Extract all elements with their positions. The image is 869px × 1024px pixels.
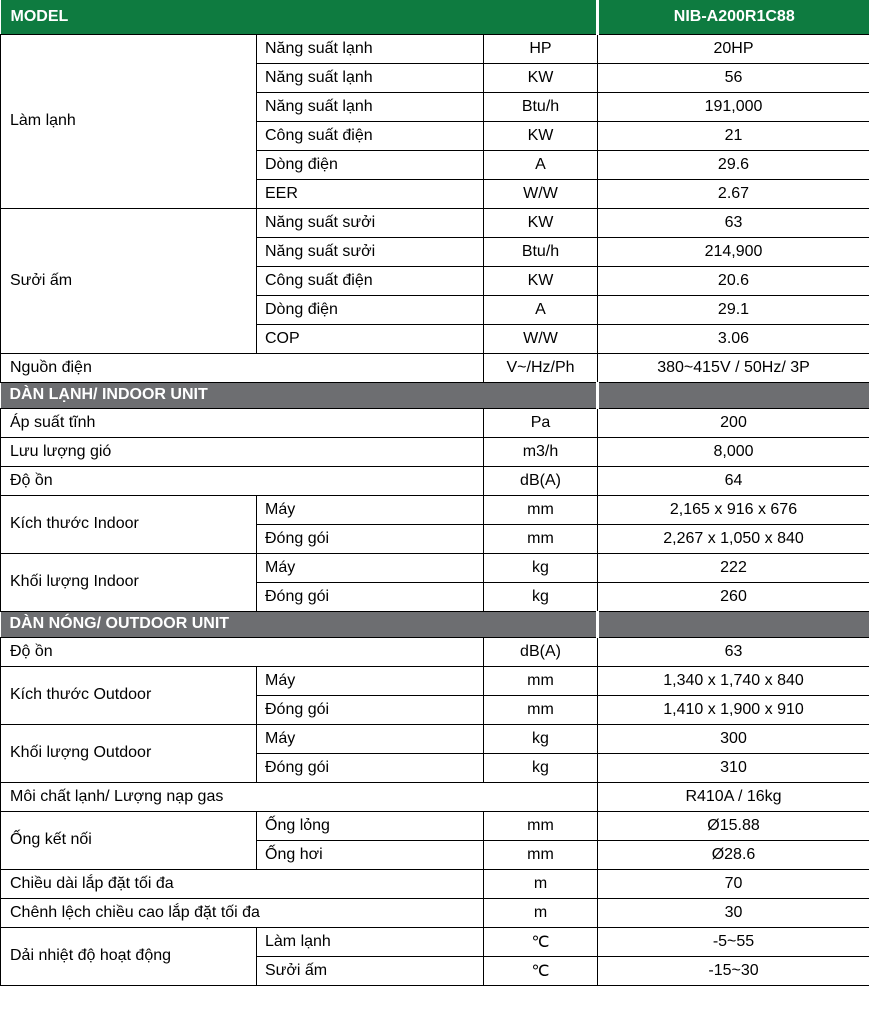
spec-category-cell: Lưu lượng gió [1, 437, 484, 466]
spec-unit-cell: kg [484, 553, 598, 582]
spec-value-cell: 2,267 x 1,050 x 840 [598, 524, 869, 553]
spec-value-cell: 260 [598, 582, 869, 611]
spec-value-cell: 380~415V / 50Hz/ 3P [598, 353, 869, 382]
spec-value-cell: 20.6 [598, 266, 869, 295]
spec-subitem-cell: Ống hơi [257, 840, 484, 869]
spec-unit-cell: KW [484, 266, 598, 295]
spec-subitem-cell: Dòng điện [257, 150, 484, 179]
spec-category-cell: Chênh lệch chiều cao lắp đặt tối đa [1, 898, 484, 927]
table-row [1, 466, 869, 495]
table-row [1, 927, 869, 956]
spec-subitem-cell: EER [257, 179, 484, 208]
model-value-cell: NIB-A200R1C88 [598, 0, 869, 34]
model-header-row [1, 0, 869, 34]
spec-subitem-cell: Đóng gói [257, 753, 484, 782]
spec-subitem-cell: Đóng gói [257, 695, 484, 724]
spec-unit-cell: kg [484, 753, 598, 782]
spec-value-cell: 63 [598, 208, 869, 237]
spec-value-cell: 21 [598, 121, 869, 150]
spec-unit-cell: KW [484, 63, 598, 92]
spec-unit-cell: dB(A) [484, 466, 598, 495]
spec-category-cell: Độ ồn [1, 637, 484, 666]
spec-category-cell: Độ ồn [1, 466, 484, 495]
spec-category-cell: Khối lượng Indoor [1, 553, 257, 611]
table-row [1, 724, 869, 753]
spec-unit-cell: HP [484, 34, 598, 63]
spec-value-cell: 3.06 [598, 324, 869, 353]
spec-value-cell: -5~55 [598, 927, 869, 956]
spec-unit-cell: mm [484, 695, 598, 724]
table-row [1, 408, 869, 437]
table-row [1, 437, 869, 466]
spec-value-cell: 8,000 [598, 437, 869, 466]
spec-value-cell: 56 [598, 63, 869, 92]
spec-unit-cell: KW [484, 208, 598, 237]
spec-value-cell: 222 [598, 553, 869, 582]
section-header-cell: DÀN LẠNH/ INDOOR UNIT [1, 382, 598, 408]
spec-value-cell: 30 [598, 898, 869, 927]
spec-unit-cell: V~/Hz/Ph [484, 353, 598, 382]
spec-value-cell: 200 [598, 408, 869, 437]
spec-subitem-cell: Máy [257, 553, 484, 582]
spec-subitem-cell: COP [257, 324, 484, 353]
table-row [1, 811, 869, 840]
spec-subitem-cell: Máy [257, 495, 484, 524]
spec-value-cell: 2,165 x 916 x 676 [598, 495, 869, 524]
spec-unit-cell: mm [484, 840, 598, 869]
spec-value-cell: 1,340 x 1,740 x 840 [598, 666, 869, 695]
spec-category-cell: Kích thước Outdoor [1, 666, 257, 724]
spec-subitem-cell: Năng suất sưởi [257, 237, 484, 266]
spec-unit-cell: W/W [484, 179, 598, 208]
spec-value-cell: 70 [598, 869, 869, 898]
table-row [1, 353, 869, 382]
spec-category-cell: Nguồn điện [1, 353, 484, 382]
table-row [1, 782, 869, 811]
spec-unit-cell: A [484, 295, 598, 324]
spec-unit-cell: W/W [484, 324, 598, 353]
spec-category-cell: Dải nhiệt độ hoạt động [1, 927, 257, 985]
table-row [1, 208, 869, 237]
spec-unit-cell: kg [484, 724, 598, 753]
table-row [1, 666, 869, 695]
spec-category-cell: Áp suất tĩnh [1, 408, 484, 437]
spec-unit-cell: mm [484, 666, 598, 695]
section-header-right-cell [598, 611, 869, 637]
spec-value-cell: Ø28.6 [598, 840, 869, 869]
table-row [1, 495, 869, 524]
spec-category-cell: Khối lượng Outdoor [1, 724, 257, 782]
spec-category-cell: Ống kết nối [1, 811, 257, 869]
section-header-row [1, 382, 869, 408]
section-header-row [1, 611, 869, 637]
spec-unit-cell: ℃ [484, 927, 598, 956]
spec-subitem-cell: Đóng gói [257, 524, 484, 553]
table-row [1, 34, 869, 63]
spec-unit-cell: KW [484, 121, 598, 150]
spec-category-cell: Làm lạnh [1, 34, 257, 208]
spec-value-cell: 64 [598, 466, 869, 495]
spec-category-cell: Môi chất lạnh/ Lượng nạp gas [1, 782, 598, 811]
spec-value-cell: 2.67 [598, 179, 869, 208]
section-header-right-cell [598, 382, 869, 408]
spec-unit-cell: m [484, 898, 598, 927]
spec-subitem-cell: Máy [257, 666, 484, 695]
spec-subitem-cell: Năng suất lạnh [257, 34, 484, 63]
spec-subitem-cell: Đóng gói [257, 582, 484, 611]
spec-subitem-cell: Làm lạnh [257, 927, 484, 956]
spec-unit-cell: mm [484, 495, 598, 524]
table-row [1, 869, 869, 898]
spec-subitem-cell: Ống lỏng [257, 811, 484, 840]
table-row [1, 637, 869, 666]
spec-value-cell: 20HP [598, 34, 869, 63]
spec-subitem-cell: Công suất điện [257, 266, 484, 295]
spec-value-cell: 214,900 [598, 237, 869, 266]
spec-value-cell: 29.6 [598, 150, 869, 179]
spec-unit-cell: m3/h [484, 437, 598, 466]
spec-unit-cell: Btu/h [484, 237, 598, 266]
spec-unit-cell: kg [484, 582, 598, 611]
spec-value-cell: 29.1 [598, 295, 869, 324]
spec-subitem-cell: Dòng điện [257, 295, 484, 324]
spec-category-cell: Chiều dài lắp đặt tối đa [1, 869, 484, 898]
spec-value-cell: 310 [598, 753, 869, 782]
spec-table-body [1, 0, 869, 985]
spec-category-cell: Kích thước Indoor [1, 495, 257, 553]
spec-unit-cell: ℃ [484, 956, 598, 985]
table-row [1, 553, 869, 582]
spec-unit-cell: mm [484, 524, 598, 553]
spec-unit-cell: Btu/h [484, 92, 598, 121]
spec-subitem-cell: Sưởi ấm [257, 956, 484, 985]
spec-value-cell: 191,000 [598, 92, 869, 121]
spec-subitem-cell: Công suất điện [257, 121, 484, 150]
spec-unit-cell: m [484, 869, 598, 898]
model-header-cell: MODEL [1, 0, 598, 34]
spec-value-cell: R410A / 16kg [598, 782, 869, 811]
spec-unit-cell: Pa [484, 408, 598, 437]
spec-value-cell: 1,410 x 1,900 x 910 [598, 695, 869, 724]
spec-value-cell: Ø15.88 [598, 811, 869, 840]
spec-subitem-cell: Năng suất lạnh [257, 92, 484, 121]
table-row [1, 898, 869, 927]
spec-subitem-cell: Máy [257, 724, 484, 753]
spec-unit-cell: dB(A) [484, 637, 598, 666]
spec-value-cell: 300 [598, 724, 869, 753]
spec-subitem-cell: Năng suất lạnh [257, 63, 484, 92]
spec-unit-cell: mm [484, 811, 598, 840]
spec-value-cell: 63 [598, 637, 869, 666]
section-header-cell: DÀN NÓNG/ OUTDOOR UNIT [1, 611, 598, 637]
spec-value-cell: -15~30 [598, 956, 869, 985]
spec-subitem-cell: Năng suất sưởi [257, 208, 484, 237]
spec-category-cell: Sưởi ấm [1, 208, 257, 353]
spec-unit-cell: A [484, 150, 598, 179]
